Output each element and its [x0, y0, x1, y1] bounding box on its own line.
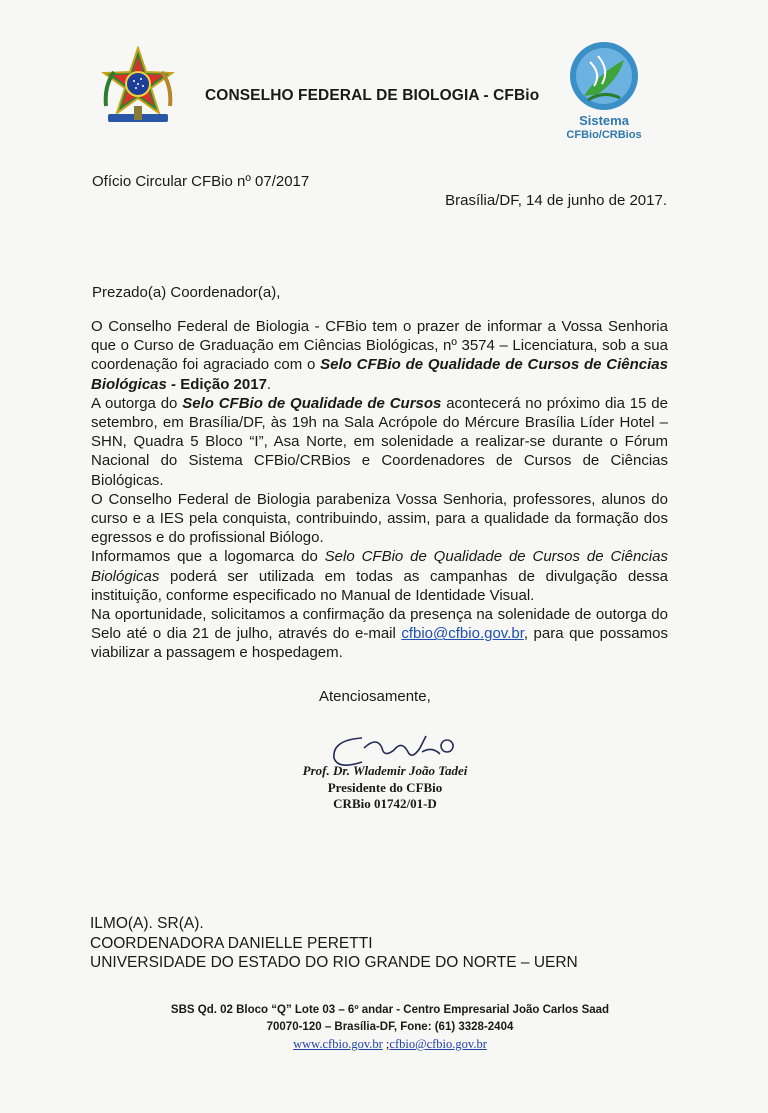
p1-end: . [266, 375, 272, 393]
paragraph-1 [91, 317, 668, 394]
paragraph-4 [91, 547, 668, 605]
p1-text: O Conselho Federal de Biologia - CFBio tem o prazer de informar a Vossa Senhoria que o Curso de Graduação em Ciências Biológicas, nº 3574 – Licenciatura, sob a sua coordenação foi agraciado com o [91, 318, 668, 374]
p4-text-c: poderá ser utilizada em todas as campanhas de divulgação dessa instituição, conforme especificado no Manual de Identidade Visual. [91, 567, 668, 604]
footer-separator: ; [382, 1037, 390, 1051]
sistema-logo-label [548, 114, 660, 142]
sistema-cfbio-logo-icon [568, 40, 640, 112]
brazil-coat-of-arms-icon [96, 46, 180, 132]
footer-links [120, 1036, 660, 1053]
sistema-label-line1: Sistema [579, 113, 629, 128]
letter-date: Brasília/DF, 14 de junho de 2017. [445, 192, 667, 209]
paragraph-3: O Conselho Federal de Biologia parabeniza Vossa Senhoria, professores, alunos do curso e a IES pela conquista, contribuindo, assim, para a qualidade da formação dos egressos e do profissional Biólogo. [91, 490, 668, 547]
paragraph-2 [91, 394, 668, 490]
signatory-role: Presidente do CFBio [327, 779, 443, 795]
p1-seal-name: Selo CFBio de Qualidade de Cursos de Ciências Biológicas - [91, 356, 668, 393]
email-link[interactable]: cfbio@cfbio.gov.br [401, 625, 524, 643]
letter-body [91, 317, 668, 663]
signatory-name: Prof. Dr. Wlademir João Tadei [302, 763, 468, 778]
p1-edition: Edição 2017 [180, 375, 267, 393]
salutation: Prezado(a) Coordenador(a), [92, 284, 281, 301]
paragraph-5 [91, 605, 668, 663]
signature-block [280, 763, 490, 813]
letter-reference: Ofício Circular CFBio nº 07/2017 [92, 173, 310, 190]
signatory-registry: CRBio 01742/01-D [333, 796, 437, 811]
addressee-line2: COORDENADORA DANIELLE PERETTI [90, 934, 373, 952]
p5-text-c: , para que possamos viabilizar a passagem e hospedagem. [91, 625, 668, 662]
footer-cep-phone: 70070-120 – Brasília-DF, Fone: (61) 3328-2404 [266, 1021, 514, 1033]
p5-text-a: Na oportunidade, solicitamos a confirmação da presença na solenidade de outorga do Selo até o dia 21 de julho, através do e-mail [91, 606, 668, 643]
footer [120, 1002, 660, 1053]
p2-text-a: A outorga do [91, 394, 183, 412]
p2-seal-name: Selo CFBio de Qualidade de Cursos [182, 394, 442, 412]
addressee-line3: UNIVERSIDADE DO ESTADO DO RIO GRANDE DO NORTE – UERN [90, 954, 578, 971]
footer-address: SBS Qd. 02 Bloco “Q” Lote 03 – 6º andar - Centro Empresarial João Carlos Saad [170, 1004, 610, 1016]
sistema-label-line2: CFBio/CRBios [566, 129, 642, 141]
addressee-block [90, 914, 578, 973]
closing: Atenciosamente, [319, 688, 431, 705]
p4-seal-name: Selo CFBio de Qualidade de Cursos de Ciências Biológicas [91, 548, 668, 585]
website-link[interactable]: www.cfbio.gov.br [293, 1037, 383, 1051]
addressee-line1: ILMO(A). SR(A). [90, 915, 204, 932]
organization-title: CONSELHO FEDERAL DE BIOLOGIA - CFBio [205, 87, 540, 104]
p4-text-a: Informamos que a logomarca do [91, 548, 325, 566]
footer-email-link[interactable]: cfbio@cfbio.gov.br [389, 1037, 487, 1051]
p2-text-c: acontecerá no próximo dia 15 de setembro, em Brasília/DF, às 19h na Sala Acrópole do Mércure Brasília Líder Hotel – SHN, Quadra 5 Bloco “I”, Asa Norte, em solenidade a realizar-se durante o Fórum Nacional do Sistema CFBio/CRBios e Coordenadores de Cursos de Ciências Biológicas. [91, 394, 668, 489]
